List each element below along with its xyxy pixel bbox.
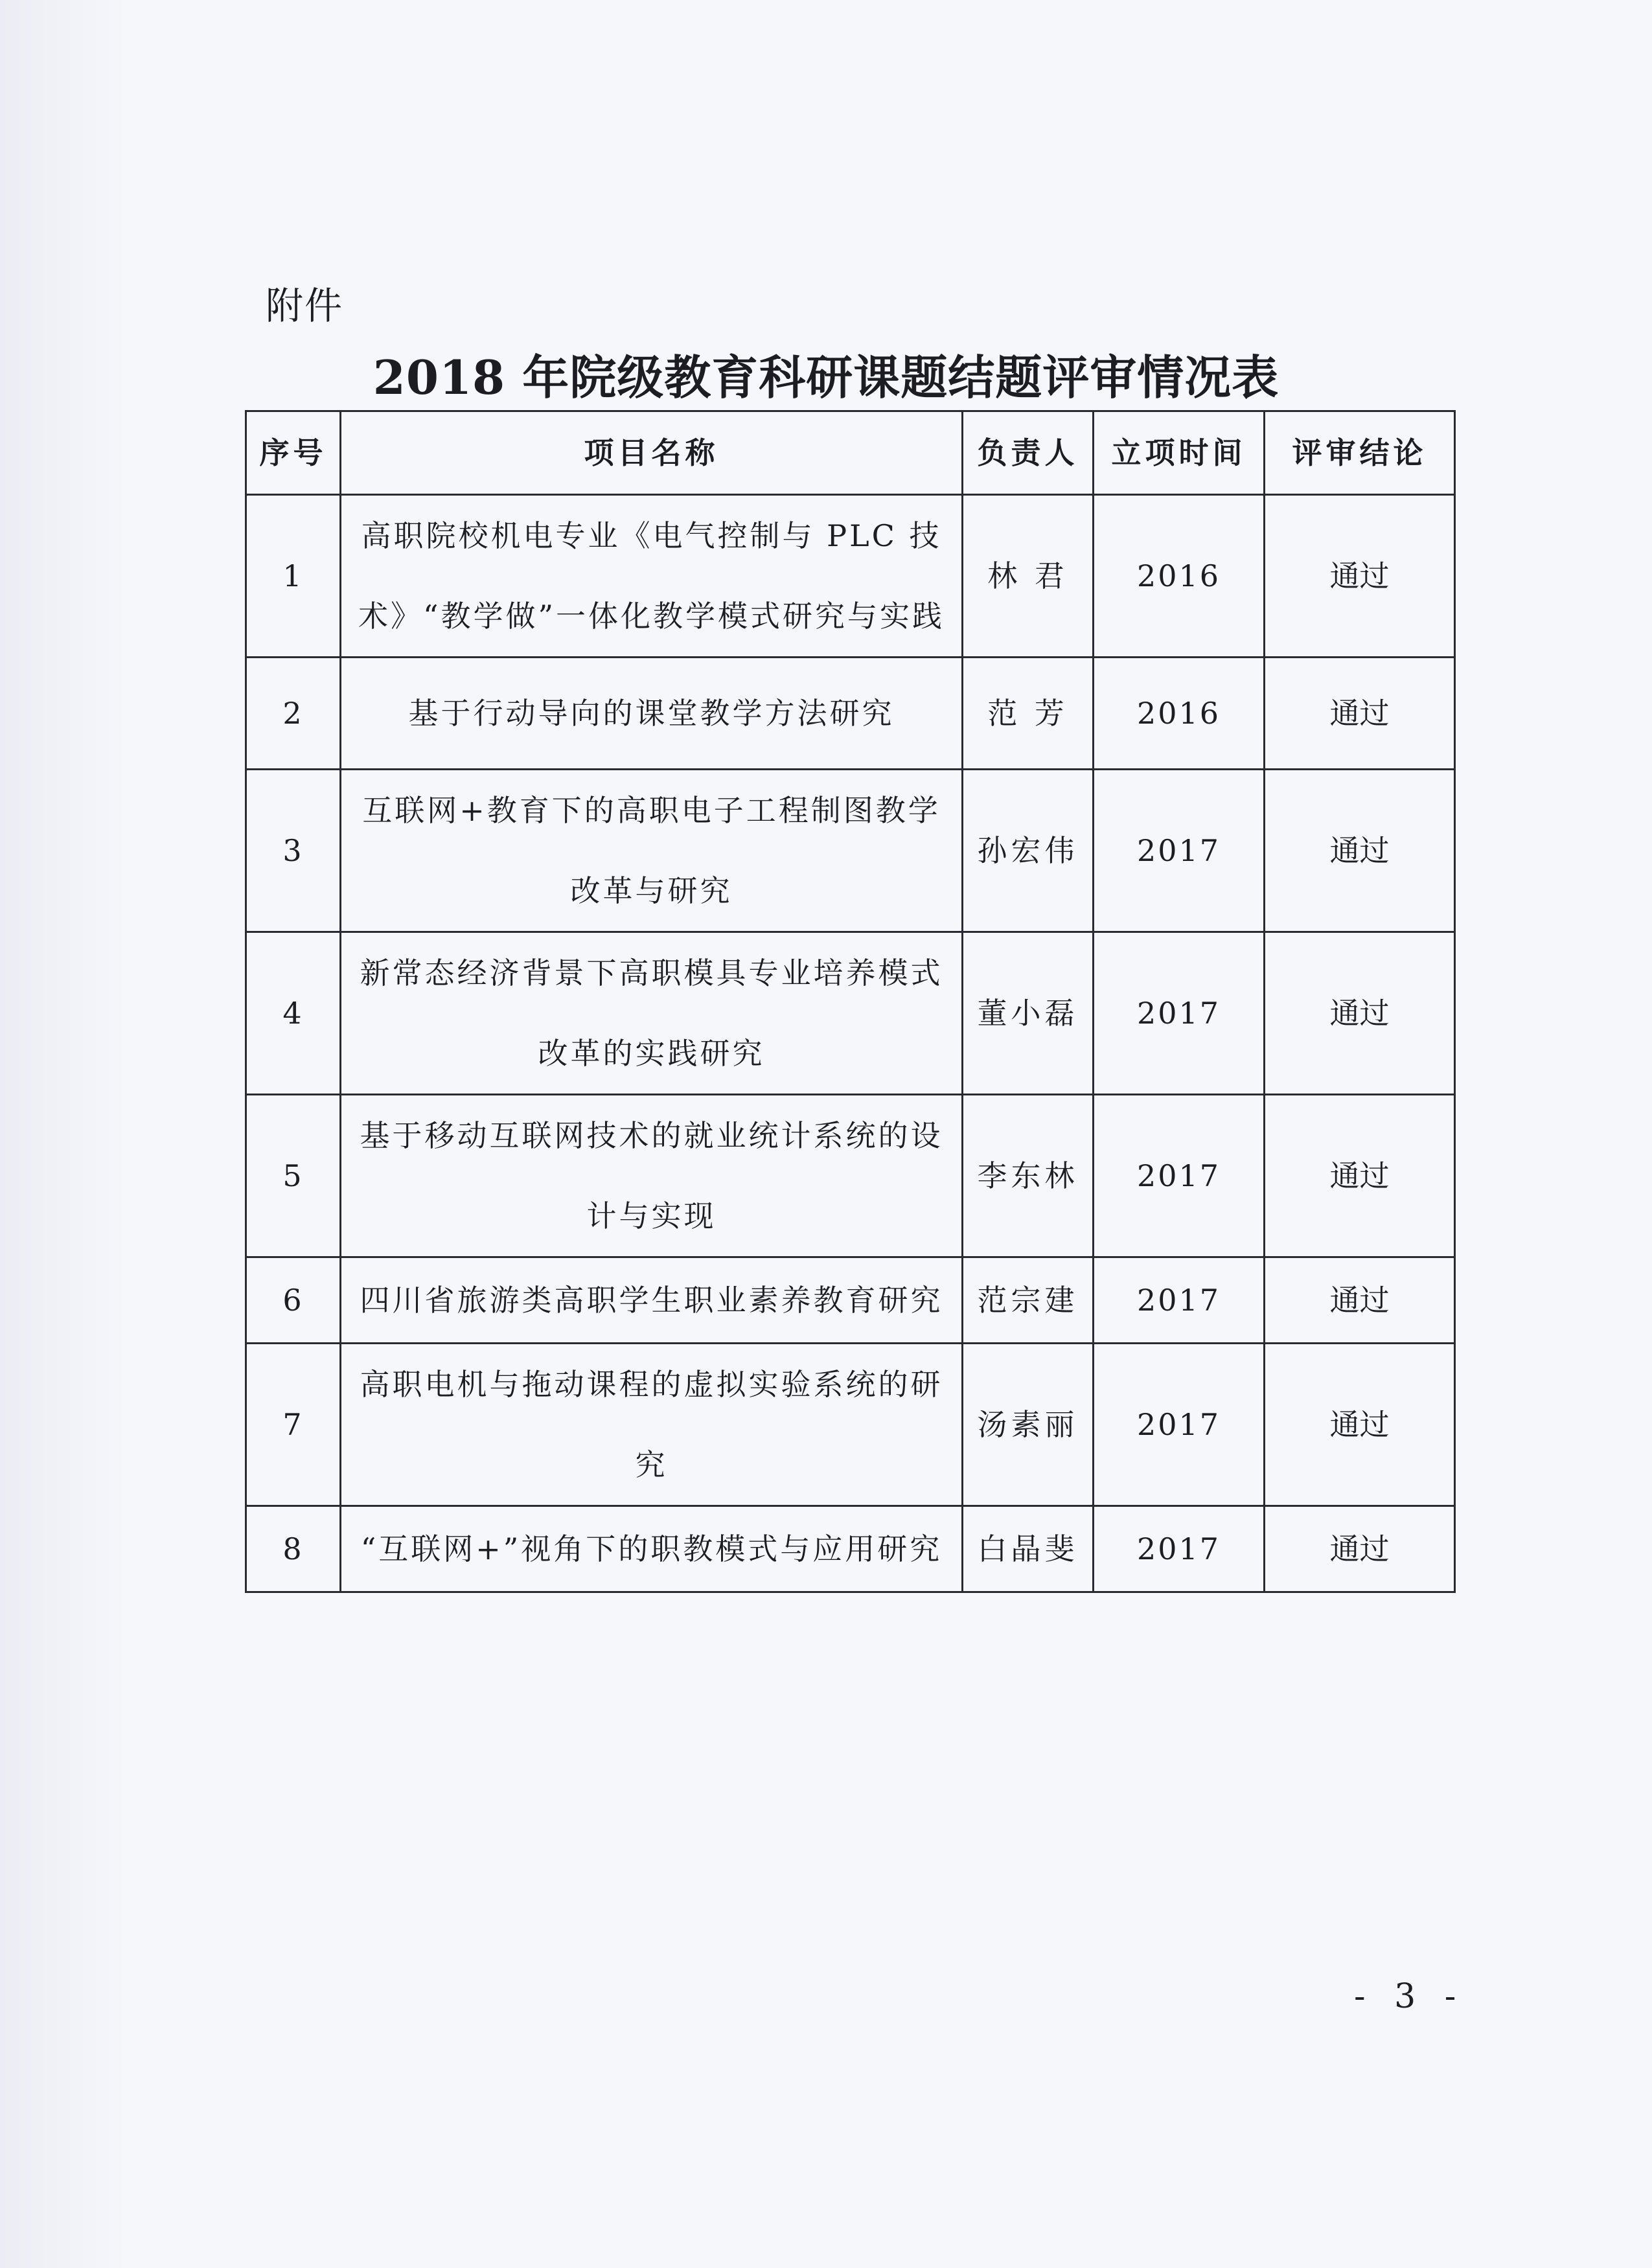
row-leader: 林 君 [963,495,1094,658]
row-result: 通过 [1265,1257,1455,1344]
row-project-name: 四川省旅游类高职学生职业素养教育研究 [341,1257,963,1344]
table-row [246,658,1455,770]
row-seq: 7 [246,1344,341,1506]
row-project-name: 互联网+教育下的高职电子工程制图教学改革与研究 [341,770,963,932]
row-start-year: 2017 [1094,932,1265,1095]
row-seq: 8 [246,1506,341,1592]
row-start-year: 2017 [1094,1344,1265,1506]
row-project-name: 高职电机与拖动课程的虚拟实验系统的研究 [341,1344,963,1506]
row-leader: 汤素丽 [963,1344,1094,1506]
row-result: 通过 [1265,495,1455,658]
row-project-name: 新常态经济背景下高职模具专业培养模式改革的实践研究 [341,932,963,1095]
attachment-label: 附件 [266,284,344,328]
table-row [246,495,1455,658]
table-row [246,770,1455,932]
row-start-year: 2016 [1094,495,1265,658]
row-seq: 5 [246,1095,341,1257]
table-header-row [246,411,1455,495]
header-project-name: 项目名称 [341,411,963,495]
row-seq: 3 [246,770,341,932]
header-leader: 负责人 [963,411,1094,495]
row-project-name: 基于行动导向的课堂教学方法研究 [341,658,963,770]
row-project-name: 高职院校机电专业《电气控制与 PLC 技术》“教学做”一体化教学模式研究与实践 [341,495,963,658]
row-start-year: 2017 [1094,770,1265,932]
row-result: 通过 [1265,658,1455,770]
review-results-table [245,410,1456,1593]
row-leader: 李东林 [963,1095,1094,1257]
table-row [246,1344,1455,1506]
row-seq: 2 [246,658,341,770]
row-result: 通过 [1265,770,1455,932]
row-leader: 白晶斐 [963,1506,1094,1592]
row-leader: 孙宏伟 [963,770,1094,932]
table-row [246,1257,1455,1344]
row-seq: 6 [246,1257,341,1344]
row-seq: 4 [246,932,341,1095]
row-leader: 范宗建 [963,1257,1094,1344]
row-result: 通过 [1265,1506,1455,1592]
header-seq: 序号 [246,411,341,495]
header-result: 评审结论 [1265,411,1455,495]
row-start-year: 2017 [1094,1506,1265,1592]
row-project-name: “互联网+”视角下的职教模式与应用研究 [341,1506,963,1592]
row-project-name: 基于移动互联网技术的就业统计系统的设计与实现 [341,1095,963,1257]
row-start-year: 2016 [1094,658,1265,770]
table-row [246,1506,1455,1592]
document-title: 2018 年院级教育科研课题结题评审情况表 [373,350,1279,405]
row-seq: 1 [246,495,341,658]
table-row [246,932,1455,1095]
table-row [246,1095,1455,1257]
header-start-year: 立项时间 [1094,411,1265,495]
row-leader: 范 芳 [963,658,1094,770]
row-result: 通过 [1265,1344,1455,1506]
row-start-year: 2017 [1094,1257,1265,1344]
row-leader: 董小磊 [963,932,1094,1095]
row-result: 通过 [1265,932,1455,1095]
page-number: - 3 - [1354,1977,1465,2016]
row-result: 通过 [1265,1095,1455,1257]
row-start-year: 2017 [1094,1095,1265,1257]
